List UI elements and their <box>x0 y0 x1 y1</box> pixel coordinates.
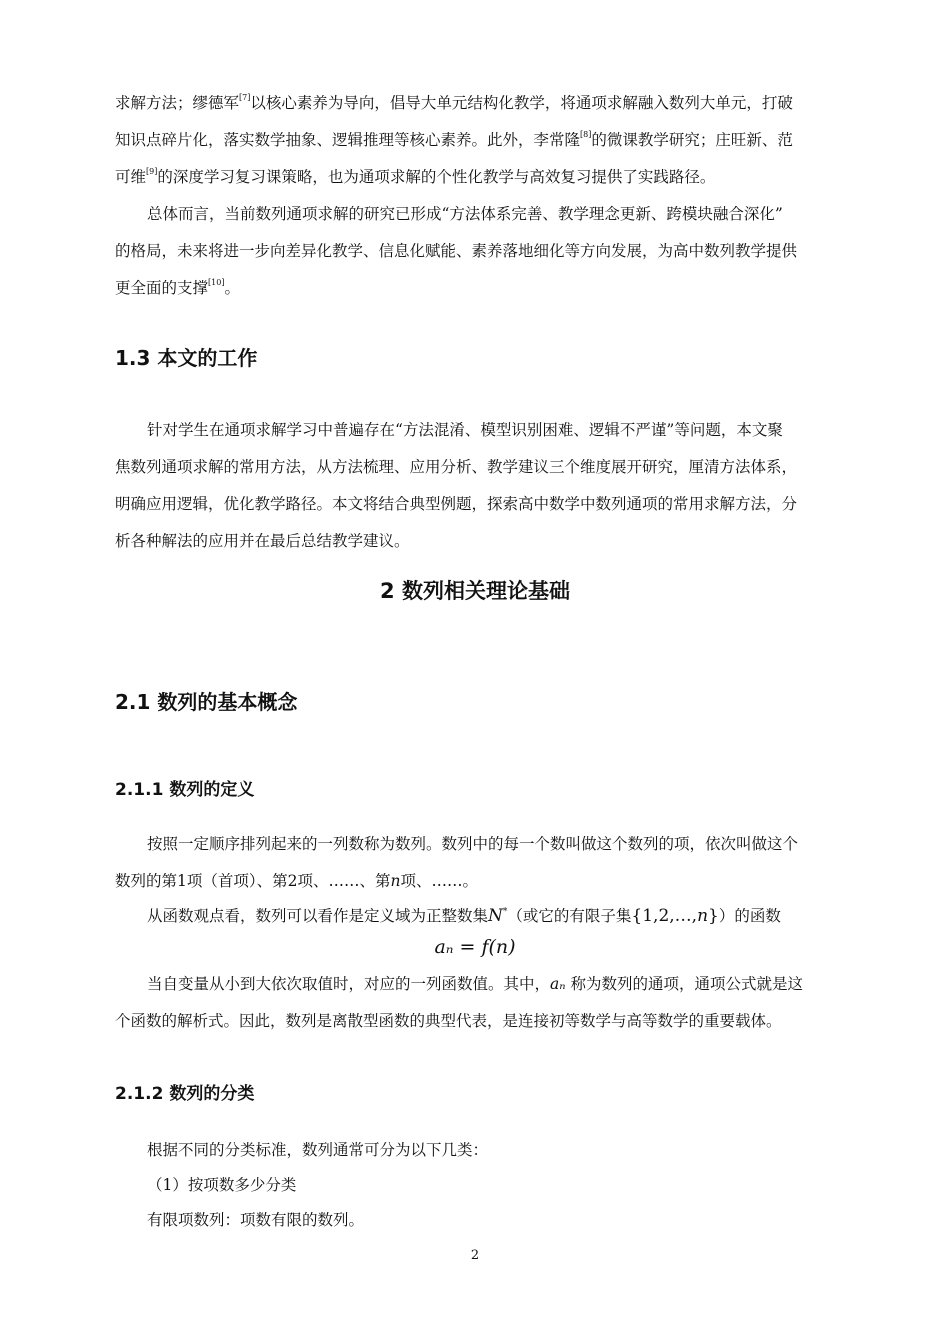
text-line: 数列的第1项（首项）、第2项、……、第n项、……。 <box>115 872 479 890</box>
citation-ref[interactable]: [7] <box>239 93 251 102</box>
text-line: 按照一定顺序排列起来的一列数称为数列。数列中的每一个数叫做这个数列的项，依次叫做这个 <box>147 835 799 853</box>
text-line: 有限项数列：项数有限的数列。 <box>147 1211 365 1229</box>
page-number: 2 <box>470 1248 480 1263</box>
paragraph-this-work <box>115 412 860 560</box>
citation-ref[interactable]: [10] <box>208 278 225 287</box>
section-heading-2-1: 2.1 数列的基本概念 <box>115 690 298 714</box>
text-line: 的格局，未来将进一步向差异化教学、信息化赋能、素养落地细化等方向发展，为高中数列教学提供 <box>115 242 798 260</box>
citation-ref[interactable]: [9] <box>146 167 158 176</box>
paragraph-research-review <box>115 85 860 196</box>
subsection-heading-2-1-1: 2.1.1 数列的定义 <box>115 780 255 800</box>
text-line: 针对学生在通项求解学习中普遍存在“方法混淆、模型识别困难、逻辑不严谨”等问题，本文聚 <box>147 421 783 439</box>
text-line: 明确应用逻辑，优化教学路径。本文将结合典型例题，探索高中数学中数列通项的常用求解方法，分 <box>115 495 798 513</box>
subsection-heading-2-1-2: 2.1.2 数列的分类 <box>115 1084 255 1104</box>
text-line: 析各种解法的应用并在最后总结教学建议。 <box>115 532 410 550</box>
text-line: （1）按项数多少分类 <box>147 1176 297 1194</box>
text-line: 从函数观点看，数列可以看作是定义域为正整数集N*（或它的有限子集{1,2,…,n}）的函数 <box>147 906 781 926</box>
text-line: 根据不同的分类标准，数列通常可分为以下几类： <box>147 1141 489 1159</box>
text-line: 知识点碎片化，落实数学抽象、逻辑推理等核心素养。此外，李常隆[8]的微课教学研究；庄旺新、范 <box>115 130 793 149</box>
paragraph-definition <box>115 826 860 900</box>
text-line: 焦数列通项求解的常用方法，从方法梳理、应用分析、教学建议三个维度展开研究，厘清方法体系， <box>115 458 798 476</box>
text-line: 更全面的支撑[10]。 <box>115 278 240 297</box>
citation-ref[interactable]: [8] <box>580 130 592 139</box>
text-line: 个函数的解析式。因此，数列是离散型函数的典型代表，是连接初等数学与高等数学的重要载体。 <box>115 1012 782 1030</box>
text-line: 可维[9]的深度学习复习课策略，也为通项求解的个性化教学与高效复习提供了实践路径。 <box>115 167 716 186</box>
text-line: 求解方法；缪德军[7]以核心素养为导向，倡导大单元结构化教学，将通项求解融入数列大单元，打破 <box>115 93 793 112</box>
paragraph-summary <box>115 196 860 307</box>
chapter-heading-2: 2 数列相关理论基础 <box>380 579 570 603</box>
formula-general-term: aₙ = f(n) <box>434 936 516 958</box>
text-line: 当自变量从小到大依次取值时，对应的一列函数值。其中，aₙ 称为数列的通项，通项公式就是这 <box>147 975 803 993</box>
paragraph-general-term <box>115 966 860 1040</box>
section-heading-1-3: 1.3 本文的工作 <box>115 346 258 370</box>
paragraph-classification <box>115 1133 860 1238</box>
paragraph-function-view <box>115 898 860 935</box>
text-line: 总体而言，当前数列通项求解的研究已形成“方法体系完善、教学理念更新、跨模块融合深化” <box>147 205 783 223</box>
